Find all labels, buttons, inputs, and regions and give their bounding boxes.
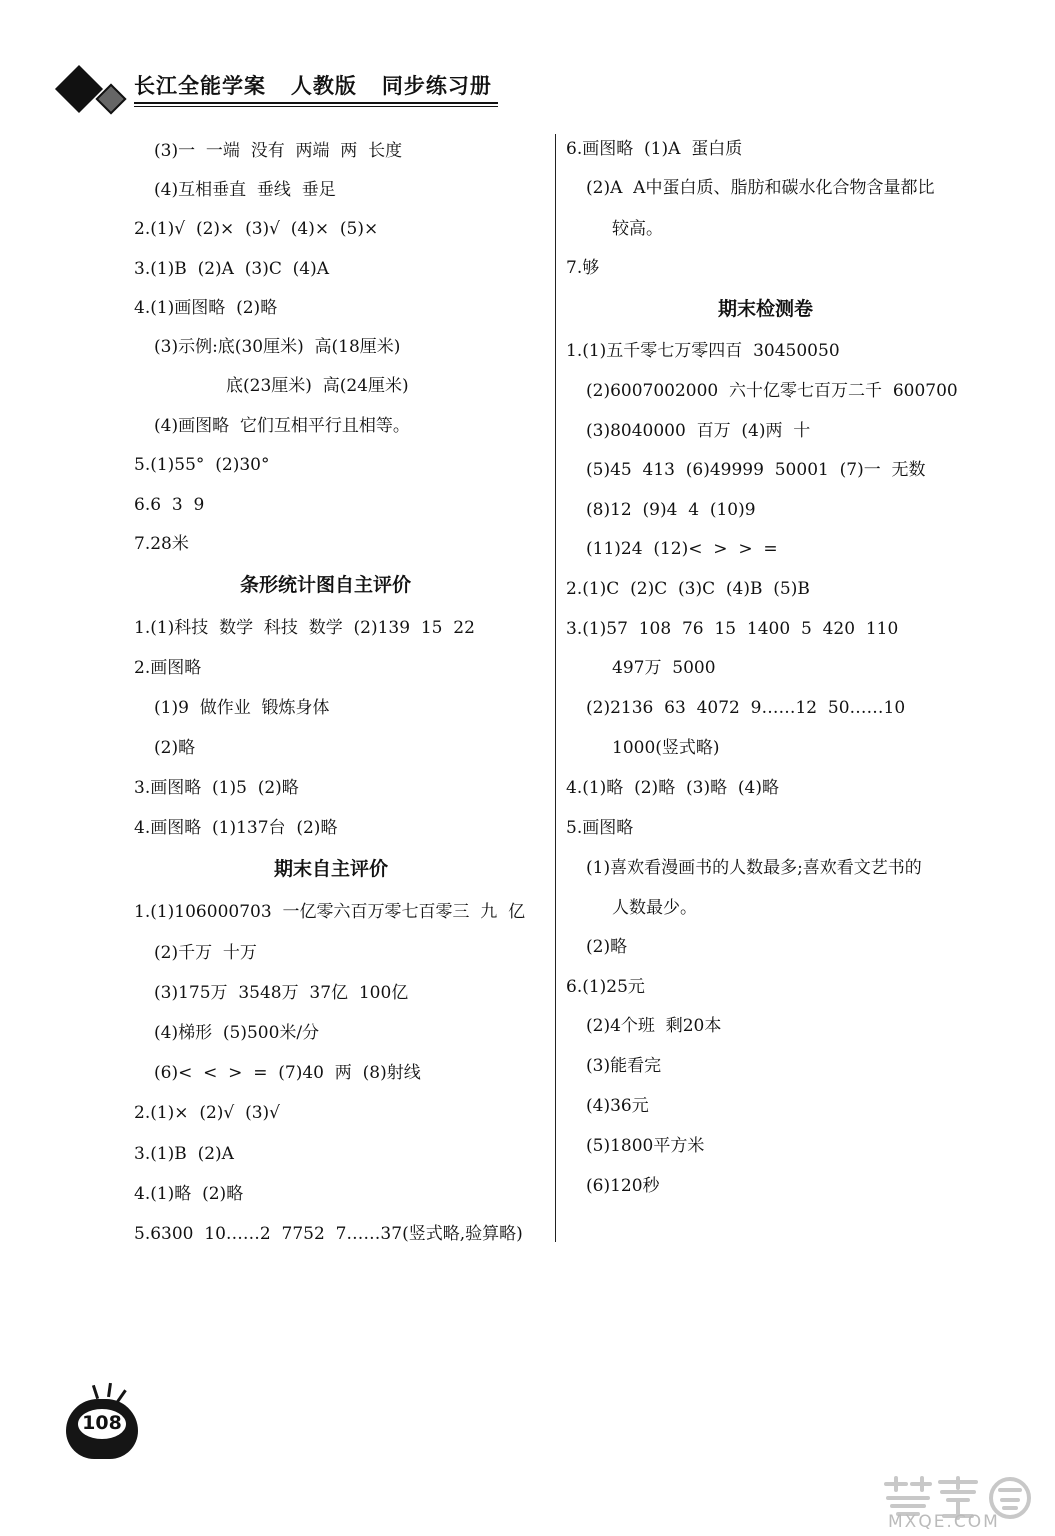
answer-line: (3)示例:底(30厘米) 高(18厘米)	[154, 337, 401, 357]
answer-line: (3)一 一端 没有 两端 两 长度	[154, 141, 403, 161]
watermark-site: MXQE.COM	[888, 1512, 1000, 1532]
answer-line: (6)< < > = (7)40 两 (8)射线	[154, 1063, 421, 1083]
answer-line: 3.(1)57 108 76 15 1400 5 420 110	[566, 619, 899, 639]
answer-line: 2.(1)√ (2)× (3)√ (4)× (5)×	[134, 219, 379, 239]
answer-line: 6.画图略 (1)A 蛋白质	[566, 139, 743, 159]
answer-line: 7.够	[566, 258, 600, 278]
answer-line: (11)24 (12)< > > =	[586, 539, 778, 559]
answer-line: (2)略	[586, 937, 628, 957]
column-divider	[555, 134, 556, 1242]
answer-line: (2)A A中蛋白质、脂肪和碳水化合物含量都比	[586, 178, 935, 198]
answer-line: (2)6007002000 六十亿零七百万二千 600700	[586, 381, 958, 401]
answer-line: 3.画图略 (1)5 (2)略	[134, 778, 299, 798]
answer-line: (4)36元	[586, 1096, 649, 1116]
answer-line: (6)120秒	[586, 1176, 660, 1196]
answer-line: 5.6300 10……2 7752 7……37(竖式略,验算略)	[134, 1224, 523, 1244]
answer-line: (5)45 413 (6)49999 50001 (7)一 无数	[586, 460, 926, 480]
answer-line: 1.(1)106000703 一亿零六百万零七百零三 九 亿	[134, 902, 526, 922]
answer-line: 1.(1)五千零七万零四百 30450050	[566, 341, 840, 361]
answer-line: 4.(1)画图略 (2)略	[134, 298, 278, 318]
answer-line: 6.(1)25元	[566, 977, 645, 997]
answer-line: 2.画图略	[134, 658, 202, 678]
answer-line: (4)梯形 (5)500米/分	[154, 1023, 320, 1043]
header-title: 长江全能学案 人教版 同步练习册	[134, 74, 492, 98]
section-heading: 期末自主评价	[274, 858, 389, 880]
answer-line: 4.(1)略 (2)略 (3)略 (4)略	[566, 778, 779, 798]
page-number: 108	[82, 1412, 122, 1434]
answer-line: 4.画图略 (1)137台 (2)略	[134, 818, 338, 838]
answer-line: 底(23厘米) 高(24厘米)	[226, 376, 409, 396]
answer-line: (2)千万 十万	[154, 943, 257, 963]
badge-ray	[92, 1385, 99, 1399]
answer-line: 4.(1)略 (2)略	[134, 1184, 244, 1204]
section-heading: 条形统计图自主评价	[240, 574, 412, 596]
answer-line: (3)能看完	[586, 1056, 662, 1076]
answer-line: (3)8040000 百万 (4)两 十	[586, 421, 811, 441]
answer-line: (1)喜欢看漫画书的人数最多;喜欢看文艺书的	[586, 858, 922, 878]
answer-line: 7.28米	[134, 534, 189, 554]
header-rule	[134, 102, 498, 104]
diamond-icon	[55, 65, 103, 113]
page-header	[50, 58, 510, 118]
answer-line: (2)2136 63 4072 9……12 50……10	[586, 698, 906, 718]
answer-line: (8)12 (9)4 4 (10)9	[586, 500, 756, 520]
answer-line: 497万 5000	[612, 658, 716, 678]
answer-line: 人数最少。	[612, 898, 697, 918]
answer-line: (3)175万 3548万 37亿 100亿	[154, 983, 409, 1003]
answer-line: 6.6 3 9	[134, 495, 205, 515]
answer-line: 2.(1)× (2)√ (3)√	[134, 1103, 280, 1123]
answer-line: (2)4个班 剩20本	[586, 1016, 722, 1036]
answer-line: 较高。	[612, 219, 663, 239]
header-rule-thin	[134, 106, 498, 107]
answer-line: (4)画图略 它们互相平行且相等。	[154, 416, 410, 436]
section-heading: 期末检测卷	[718, 298, 814, 320]
answer-line: (2)略	[154, 738, 196, 758]
answer-line: (4)互相垂直 垂线 垂足	[154, 180, 336, 200]
answer-line: (5)1800平方米	[586, 1136, 705, 1156]
answer-line: 1000(竖式略)	[612, 738, 720, 758]
answer-line: (1)9 做作业 锻炼身体	[154, 698, 330, 718]
answer-line: 5.(1)55° (2)30°	[134, 455, 270, 475]
answer-line: 3.(1)B (2)A	[134, 1144, 234, 1164]
answer-line: 3.(1)B (2)A (3)C (4)A	[134, 259, 330, 279]
page-number-badge	[62, 1385, 142, 1465]
answer-line: 1.(1)科技 数学 科技 数学 (2)139 15 22	[134, 618, 475, 638]
badge-ray	[107, 1383, 112, 1397]
answer-line: 2.(1)C (2)C (3)C (4)B (5)B	[566, 579, 810, 599]
answer-line: 5.画图略	[566, 818, 634, 838]
